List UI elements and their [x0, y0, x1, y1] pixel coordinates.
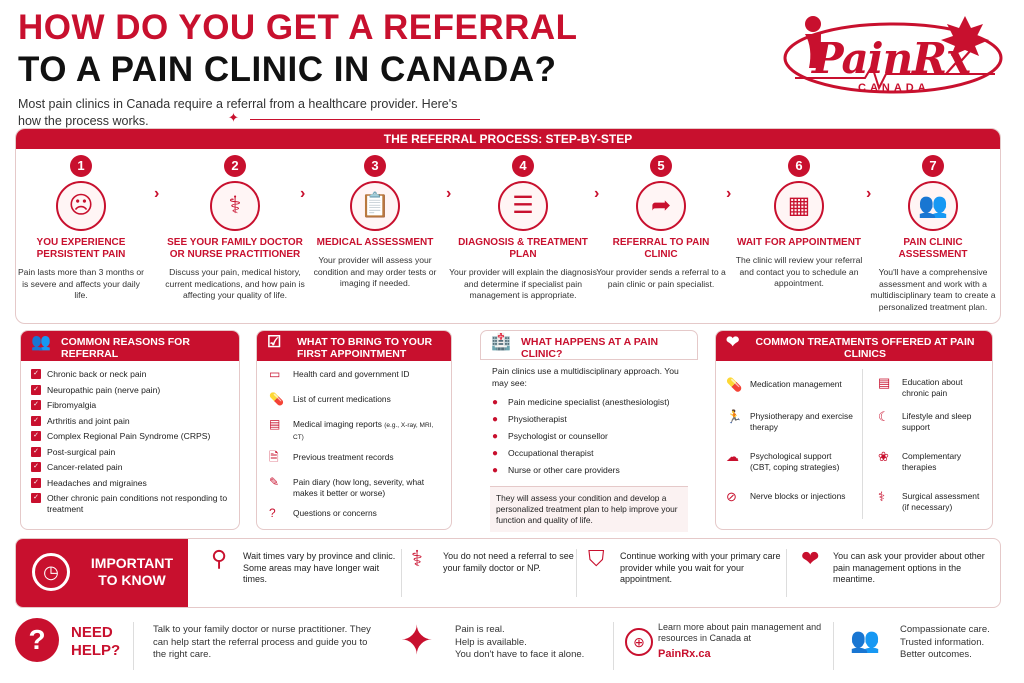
step-title: MEDICAL ASSESSMENT [316, 237, 434, 248]
list-item: ● Pain medicine specialist (anesthesiologist) [492, 397, 670, 408]
person-icon: ● [492, 414, 499, 425]
list-item: ● Occupational therapist [492, 448, 594, 459]
check-icon: ✓ [31, 478, 41, 488]
step-title: WAIT FOR APPOINTMENT [736, 237, 862, 248]
education-icon: ▤ [878, 375, 891, 390]
xray-icon: ☰ [498, 181, 548, 231]
divider [250, 119, 480, 120]
treatments-panel [715, 330, 993, 530]
id-card-icon: ▭ [269, 367, 281, 381]
person-icon: ● [492, 448, 499, 459]
team-icon: 👥 [908, 181, 958, 231]
help-title: NEED HELP? [71, 624, 121, 659]
step-5 [596, 155, 726, 290]
step-title: PAIN CLINIC ASSESSMENT [898, 237, 968, 260]
brain-icon: ☁ [726, 449, 739, 464]
exercise-icon: 🏃 [726, 409, 743, 424]
step-number: 1 [70, 155, 92, 177]
reasons-title: 👥 COMMON REASONS FOR REFERRAL [21, 331, 239, 361]
need-help [15, 614, 1001, 680]
treatment-item: ☁ Psychological support (CBT, coping strategies) [726, 449, 840, 472]
hospital-icon: 🏥 [491, 334, 511, 351]
surgery-icon: ⚕ [878, 489, 886, 504]
list-item: ▭ Health card and government ID [269, 367, 410, 381]
divider [133, 622, 134, 670]
step-number: 3 [364, 155, 386, 177]
step-title: YOU EXPERIENCE PERSISTENT PAIN [36, 237, 126, 260]
clipboard-icon: 📋 [350, 181, 400, 231]
doctor-icon: ⚕ [210, 181, 260, 231]
website-link[interactable]: PainRx.ca [658, 648, 711, 660]
important-item: ❤ You can ask your provider about other pain management options in the meantime. [801, 546, 985, 584]
list-item: ✓ Headaches and migraines [31, 478, 229, 489]
treatment-item: ⚕ Surgical assessment (if necessary) [878, 489, 980, 512]
clinic-intro: Pain clinics use a multidisciplinary approach. You may see: [492, 366, 679, 388]
diary-icon: ✎ [269, 475, 280, 489]
heart-hands-icon: ❤ [801, 546, 820, 571]
list-item: ✓ Post-surgical pain [31, 447, 229, 458]
clinic-panel [480, 330, 698, 530]
treatment-item: ☾ Lifestyle and sleep support [878, 409, 972, 432]
chevron-right-icon: › [866, 185, 872, 202]
check-icon: ✓ [31, 431, 41, 441]
chevron-right-icon: › [446, 185, 452, 202]
check-icon: ✓ [31, 400, 41, 410]
clock-icon: ◷ [32, 553, 70, 591]
divider [833, 622, 834, 670]
clinic-outro: They will assess your condition and develop a personalized treatment plan to help improve your function and quality of life. [490, 486, 688, 532]
list-item: ● Physiotherapist [492, 414, 567, 425]
shield-check-icon: ⛉ [588, 546, 605, 571]
step-desc: Pain lasts more than 3 months or is severe and affects your daily life. [17, 267, 145, 300]
records-icon: 🗎 [269, 450, 279, 464]
list-item: ? Questions or concerns [269, 506, 377, 520]
chevron-right-icon: › [300, 185, 306, 202]
logo-sub: CANADA [858, 82, 930, 94]
treatment-item: 🏃 Physiotherapy and exercise therapy [726, 409, 853, 432]
clinic-title: 🏥 WHAT HAPPENS AT A PAIN CLINIC? [480, 330, 698, 360]
list-item: 🗎 Previous treatment records [269, 450, 394, 464]
referral-process [15, 128, 1001, 324]
step-number: 7 [922, 155, 944, 177]
list-item: ✎ Pain diary (how long, severity, what makes it better or worse) [269, 475, 425, 498]
step-number: 6 [788, 155, 810, 177]
step-title: REFERRAL TO PAIN CLINIC [612, 237, 710, 260]
chevron-right-icon: › [726, 185, 732, 202]
step-desc: Your provider sends a referral to a pain clinic or pain specialist. [596, 267, 726, 289]
step-3 [310, 155, 440, 290]
bring-panel [256, 330, 452, 530]
important-item: ⛉ Continue working with your primary care provider while you wait for your appointment. [588, 546, 781, 584]
step-desc: You'll have a comprehensive assessment and work with a multidisciplinary team to create a personalized treatment plan. [870, 267, 996, 312]
bring-title: ☑ WHAT TO BRING TO YOUR FIRST APPOINTMENT [257, 331, 451, 361]
check-icon: ✓ [31, 385, 41, 395]
intro-text: Most pain clinics in Canada require a referral from a healthcare provider. Here's how the process works. [18, 97, 458, 128]
step-1 [16, 155, 146, 302]
divider [576, 549, 577, 597]
tagline: Compassionate care. Trusted information. Better outcomes. [900, 624, 990, 660]
step-number: 2 [224, 155, 246, 177]
list-item: ✓ Arthritis and joint pain [31, 416, 229, 427]
lotus-icon: ❀ [878, 449, 889, 464]
moon-icon: ☾ [878, 409, 890, 424]
chevron-right-icon: › [154, 185, 160, 202]
chevron-right-icon: › [594, 185, 600, 202]
divider [862, 369, 863, 519]
step-title: SEE YOUR FAMILY DOCTOR OR NURSE PRACTITIONER [167, 237, 303, 260]
step-number: 4 [512, 155, 534, 177]
list-item: ✓ Neuropathic pain (nerve pain) [31, 385, 229, 396]
learn-text: Learn more about pain management and resources in Canada at [658, 622, 822, 643]
important-item: ⚕ You do not need a referral to see your family doctor or NP. [411, 546, 574, 573]
doctor-icon: ⚕ [411, 546, 423, 571]
maple-leaf-icon: ✦ [228, 110, 239, 125]
important-header [16, 539, 188, 607]
important-item: ⚲ Wait times vary by province and clinic. Some areas may have longer wait times. [211, 546, 396, 584]
step-2 [160, 155, 310, 302]
person-icon: ● [492, 431, 499, 442]
treatments-title: ❤ COMMON TREATMENTS OFFERED AT PAIN CLINICS [716, 331, 992, 361]
divider [613, 622, 614, 670]
image-report-icon: ▤ [269, 417, 281, 431]
step-desc: Discuss your pain, medical history, current medications, and how pain is affecting your quality of life. [165, 267, 305, 300]
treatment-item: ⊘ Nerve blocks or injections [726, 489, 846, 504]
maple-leaf-icon: ✦ [400, 619, 434, 663]
important-to-know [15, 538, 1001, 608]
reasons-panel [20, 330, 240, 530]
list-item: ✓ Complex Regional Pain Syndrome (CRPS) [31, 431, 229, 442]
checklist-icon: ☑ [267, 334, 282, 351]
step-4 [448, 155, 598, 302]
list-item: ✓ Other chronic pain conditions not responding to treatment [31, 493, 229, 515]
syringe-icon: ⊘ [726, 489, 737, 504]
document-send-icon: ➦ [636, 181, 686, 231]
step-desc: Your provider will explain the diagnosis and determine if specialist pain management is appropriate. [449, 267, 597, 300]
person-pain-icon: ☹ [56, 181, 106, 231]
list-item: ▤ Medical imaging reports (e.g., X-ray, MRI, CT) [269, 417, 434, 441]
list-item: ✓ Chronic back or neck pain [31, 369, 229, 380]
help-text: Talk to your family doctor or nurse practitioner. They can help start the referral process and guide you to the right care. [153, 624, 371, 660]
medication-icon: 💊 [726, 377, 743, 392]
step-number: 5 [650, 155, 672, 177]
calendar-icon: ▦ [774, 181, 824, 231]
person-icon: ● [492, 397, 499, 408]
question-icon: ? [269, 506, 276, 520]
check-icon: ✓ [31, 447, 41, 457]
heart-hand-icon: ❤ [726, 334, 740, 351]
important-title: IMPORTANT TO KNOW [90, 555, 174, 588]
process-title: THE REFERRAL PROCESS: STEP-BY-STEP [16, 129, 1000, 149]
check-icon: ✓ [31, 369, 41, 379]
step-7 [868, 155, 998, 313]
step-desc: The clinic will review your referral and contact you to schedule an appointment. [735, 255, 863, 288]
step-title: DIAGNOSIS & TREATMENT PLAN [458, 237, 588, 260]
treatment-item: ❀ Complementary therapies [878, 449, 962, 472]
check-icon: ✓ [31, 416, 41, 426]
person-icon: ● [492, 465, 499, 476]
list-item: 💊 List of current medications [269, 392, 391, 406]
page-title-line2: TO A PAIN CLINIC IN CANADA? [18, 50, 557, 89]
list-item: ● Psychologist or counsellor [492, 431, 608, 442]
step-6 [734, 155, 864, 290]
list-item: ● Nurse or other care providers [492, 465, 620, 476]
group-icon: 👥 [31, 334, 51, 351]
divider [401, 549, 402, 597]
pill-icon: 💊 [269, 392, 284, 406]
treatment-item: 💊 Medication management [726, 377, 842, 392]
reassurance: Pain is real. Help is available. You don't have to face it alone. [455, 624, 585, 660]
logo-name: PainRx [812, 34, 971, 83]
people-icon: 👥 [850, 627, 880, 654]
list-item: ✓ Fibromyalgia [31, 400, 229, 411]
globe-icon: ⊕ [625, 628, 653, 656]
divider [786, 549, 787, 597]
check-icon: ✓ [31, 493, 41, 503]
step-desc: Your provider will assess your condition and may order tests or imaging if needed. [313, 255, 437, 288]
check-icon: ✓ [31, 462, 41, 472]
list-item: ✓ Cancer-related pain [31, 462, 229, 473]
location-pin-icon: ⚲ [211, 546, 228, 571]
question-icon: ? [15, 618, 59, 662]
page-title-line1: HOW DO YOU GET A REFERRAL [18, 8, 578, 47]
treatment-item: ▤ Education about chronic pain [878, 375, 963, 398]
